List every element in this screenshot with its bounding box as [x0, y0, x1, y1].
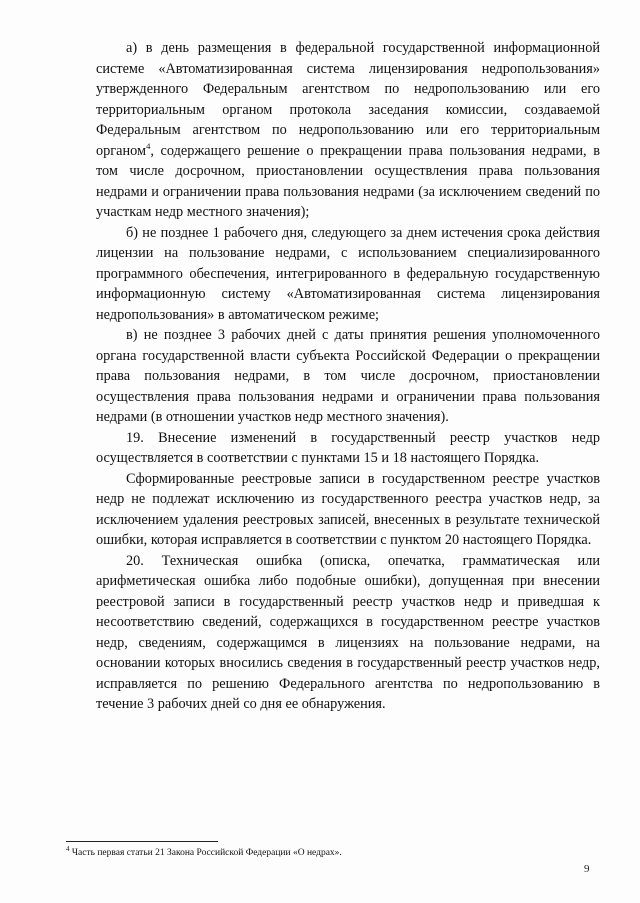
document-body: [96, 38, 600, 715]
footnote-text: Часть первая статьи 21 Закона Российской Федерации «О недрах».: [69, 848, 342, 858]
paragraph-clause-20: 20. Техническая ошибка (описка, опечатка, грамматическая или арифметическая ошибка либо подобные ошибки), допущенная при внесении реестровой записи в государственный реестр участков недр и приведшая к несоответствию сведений, содержащихся в государственном реестре участков недр, сведениям, содержащимся в лицензиях на пользование недрами, на основании которых вносились сведения в государственный реестр участков недр, исправляется по решению Федерального агентства по недропользованию в течение 3 рабочих дней со дня ее обнаружения.: [96, 552, 600, 712]
paragraph-item-c: в) не позднее 3 рабочих дней с даты принятия решения уполномоченного органа государственной власти субъекта Российской Федерации о прекращении права пользования недрами, в том числе досрочном, приостановлении осуществления права пользования недрами и ограничении права пользования недрами (в отношении участков недр местного значения).: [96, 327, 600, 425]
footnote-mark: 4: [66, 844, 70, 853]
footnote-reference: 4: [146, 140, 151, 151]
paragraph-item-b: б) не позднее 1 рабочего дня, следующего за днем истечения срока действия лицензии на пользование недрами, с использованием специализированного программного обеспечения, интегрированного в федеральную государственную информационную систему «Автоматизированная система лицензирования недропользования» в автоматическом режиме;: [96, 224, 600, 323]
paragraph-item-a: [96, 38, 600, 223]
footnote-divider: [66, 841, 218, 842]
page-number: 9: [584, 863, 590, 875]
paragraph-text: , содержащего решение о прекращении права пользования недрами, в том числе досрочном, приостановлении осуществления права пользования недрами и ограничении права пользования недрами (за исключением сведений по участкам недр местного значения);: [96, 142, 600, 220]
paragraph-registry-records: Сформированные реестровые записи в государственном реестре участков недр не подлежат исключению из государственного реестра участков недр, за исключением удаления реестровых записей, внесенных в результате технической ошибки, которая исправляется в соответствии с пунктом 20 настоящего Порядка.: [96, 470, 600, 548]
paragraph-clause-19: 19. Внесение изменений в государственный реестр участков недр осуществляется в соответствии с пунктами 15 и 18 настоящего Порядка.: [96, 429, 600, 466]
footnote: [66, 844, 586, 859]
paragraph-text: а) в день размещения в федеральной государственной информационной системе «Автоматизированная система лицензирования недропользования» утвержденного Федеральным агентством по недропользованию или его территориальным органом протокола заседания комиссии, создаваемой Федеральным агентством по недропользованию или его территориальным органом: [96, 40, 600, 159]
